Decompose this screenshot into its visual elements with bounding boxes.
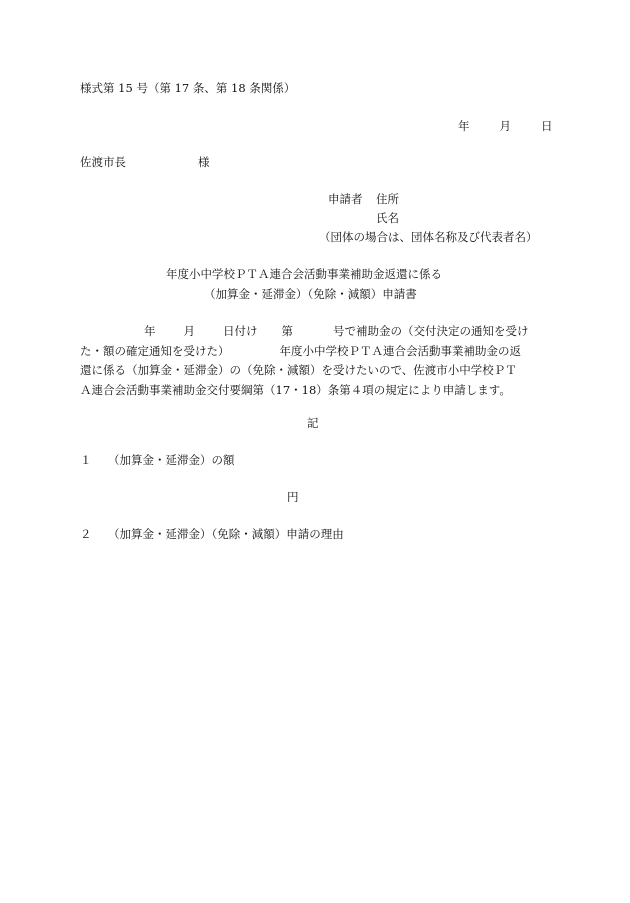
item-1-number: １ <box>80 453 92 467</box>
applicant-address-label: 住所 <box>376 192 399 206</box>
date-line <box>458 121 553 133</box>
addressee <box>80 157 210 169</box>
body-line-2 <box>80 342 550 362</box>
body-line-2-start: た・額の確定通知を受けた） <box>80 343 230 358</box>
body-line-1-rest: 号で補助金の（交付決定の通知を受け <box>333 324 529 338</box>
ki-heading: 記 <box>307 416 319 430</box>
yen-label: 円 <box>287 490 299 504</box>
document-title-line-1: 年度小中学校ＰＴＡ連合会活動事業補助金返還に係る <box>166 267 442 281</box>
item-1 <box>80 455 235 467</box>
item-2 <box>80 529 344 541</box>
date-day-label: 日 <box>541 119 553 133</box>
body-dai: 第 <box>281 324 293 338</box>
body-dated: 日付け <box>223 324 258 338</box>
item-2-number: ２ <box>80 527 92 541</box>
body-line-4: Ａ連合会活動事業補助金交付要綱第（17・18）条第４項の規定により申請します。 <box>80 382 511 397</box>
addressee-name: 佐渡市長 <box>80 155 126 169</box>
form-number: 様式第 15 号（第 17 条、第 18 条関係） <box>80 81 296 95</box>
item-1-text: （加算金・延滞金）の額 <box>108 453 235 467</box>
body-year: 年 <box>144 324 156 338</box>
body-line-3: 還に係る（加算金・延滞金）の（免除・減額）を受けたいので、佐渡市小中学校ＰＴ <box>80 363 517 377</box>
date-month-label: 月 <box>499 119 511 133</box>
item-2-text: （加算金・延滞金）（免除・減額）申請の理由 <box>108 527 344 541</box>
application-body <box>80 322 550 400</box>
body-month: 月 <box>183 324 195 338</box>
applicant-org-note: （団体の場合は、団体名称及び代表者名） <box>319 230 538 244</box>
applicant-name-label: 氏名 <box>376 211 399 225</box>
body-line-2-rest: 年度小中学校ＰＴＡ連合会活動事業補助金の返 <box>279 343 521 358</box>
document-title-line-2: （加算金・延滞金）（免除・減額）申請書 <box>204 287 417 301</box>
date-year-label: 年 <box>458 119 470 133</box>
body-line-1 <box>80 322 550 342</box>
addressee-honorific: 様 <box>198 155 210 169</box>
applicant-label: 申請者 <box>328 192 363 206</box>
